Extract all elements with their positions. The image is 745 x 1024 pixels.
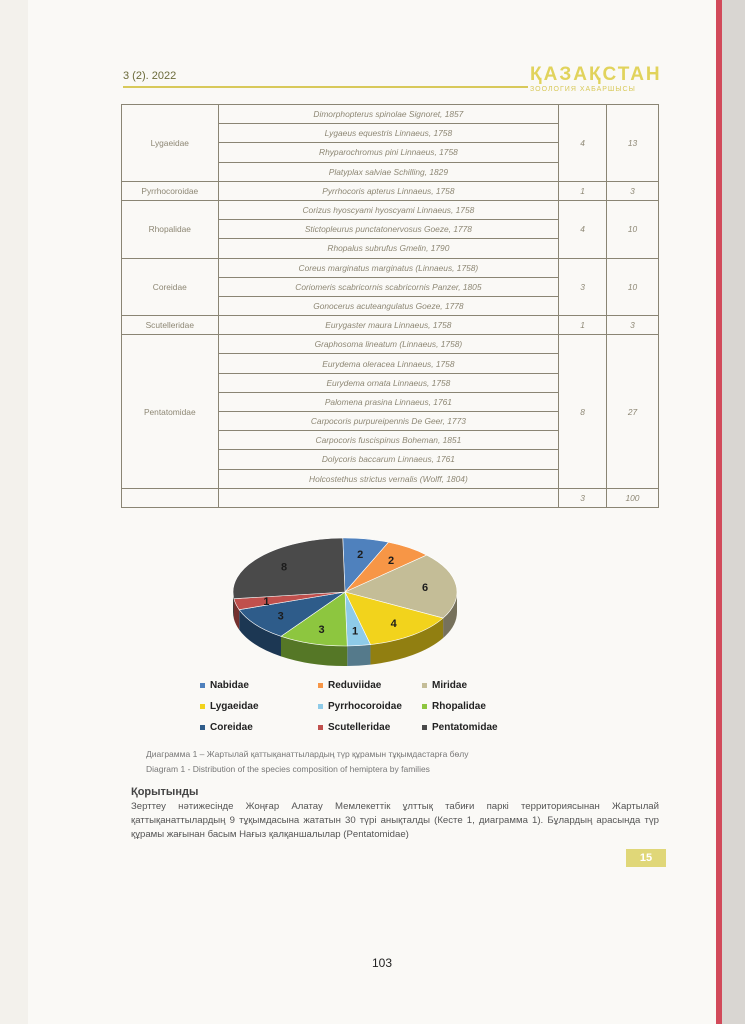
percent-cell: 10 [606, 200, 658, 258]
species-cell: Graphosoma lineatum (Linnaeus, 1758) [218, 335, 559, 354]
species-cell: Lygaeus equestris Linnaeus, 1758 [218, 124, 559, 143]
count-cell: 4 [559, 105, 607, 182]
conclusion-paragraph: Зерттеу нәтижесінде Жоңғар Алатау Мемлекеттік ұлттық табиғи паркі территориясынан Жартылай қаттықанаттылардың 9 тұқымдасына жататын 30 түрі анықталды (Кесте 1, диаграмма 1). Бұлардың арасында түр құрамы жағынан басым Нағыз қалқаншалылар (Pentatomidae) [131, 801, 659, 840]
pie-data-label-pyrrhocoroidae: 1 [351, 625, 359, 638]
species-cell: Platyplax salviae Schilling, 1829 [218, 162, 559, 181]
legend-item-coreidae [200, 722, 253, 733]
family-cell: Coreidae [122, 258, 219, 316]
journal-subtitle: ЗООЛОГИЯ ХАБАРШЫСЫ [530, 86, 636, 93]
percent-cell: 13 [606, 105, 658, 182]
species-cell: Pyrrhocoris apterus Linnaeus, 1758 [218, 181, 559, 200]
species-cell: Palomena prasina Linnaeus, 1761 [218, 392, 559, 411]
legend-item-miridae [422, 680, 467, 691]
percent-cell: 3 [606, 181, 658, 200]
pie-chart-svg [210, 530, 480, 675]
table-row [122, 200, 659, 219]
species-cell: Holcostethus strictus vernalis (Wolff, 1804) [218, 469, 559, 488]
species-cell: Rhopalus subrufus Gmelin, 1790 [218, 239, 559, 258]
journal-title: ҚАЗАҚСТАН [530, 64, 662, 85]
species-cell: Eurygaster maura Linnaeus, 1758 [218, 316, 559, 335]
issue-label: 3 (2). 2022 [123, 70, 177, 82]
count-cell: 1 [559, 181, 607, 200]
legend-label: Rhopalidae [432, 701, 486, 712]
family-cell: Scutelleridae [122, 316, 219, 335]
species-cell: Coriomeris scabricornis scabricornis Panzer, 1805 [218, 277, 559, 296]
count-cell: 1 [559, 316, 607, 335]
family-cell: Lygaeidae [122, 105, 219, 182]
legend-item-lygaeidae [200, 701, 259, 712]
diagram-caption-kz: Диаграмма 1 – Жартылай қаттықанаттылардың түр құрамын тұқымдастарға бөлу [146, 749, 469, 759]
species-cell: Coreus marginatus marginatus (Linnaeus, 1758) [218, 258, 559, 277]
page-number: 103 [372, 956, 393, 970]
legend-item-nabidae [200, 680, 249, 691]
header-rule [123, 86, 528, 88]
document-page [28, 0, 716, 1024]
section-title: Қорытынды [131, 786, 199, 798]
pie-data-label-reduviidae: 2 [388, 555, 395, 568]
legend-swatch [422, 683, 427, 688]
species-cell: Eurydema ornata Linnaeus, 1758 [218, 373, 559, 392]
pie-data-label-miridae: 6 [421, 582, 429, 595]
legend-label: Scutelleridae [328, 722, 391, 733]
diagram-caption-en: Diagram 1 - Distribution of the species composition of hemiptera by families [146, 764, 430, 774]
legend-swatch [200, 683, 205, 688]
legend-label: Miridae [432, 680, 468, 691]
legend-item-reduviidae [318, 680, 381, 691]
legend-label: Coreidae [210, 722, 253, 733]
legend-label: Reduviidae [328, 680, 382, 691]
family-cell: Pentatomidae [122, 335, 219, 489]
table-row [122, 335, 659, 354]
legend-swatch [200, 725, 205, 730]
species-cell: Carpocoris fuscispinus Boheman, 1851 [218, 431, 559, 450]
legend-label: Pyrrhocoroidae [328, 701, 402, 712]
percent-cell: 10 [606, 258, 658, 316]
pie-data-label-nabidae: 2 [357, 548, 364, 561]
legend-item-rhopalidae [422, 701, 486, 712]
family-cell: Rhopalidae [122, 200, 219, 258]
legend-label: Lygaeidae [210, 701, 259, 712]
species-cell: Stictopleurus punctatonervosus Goeze, 1778 [218, 220, 559, 239]
total-percent-cell: 100 [606, 488, 658, 507]
journal-page-badge: 15 [626, 849, 666, 867]
legend-item-scutelleridae [318, 722, 390, 733]
count-cell: 3 [559, 258, 607, 316]
pie-slice-pentatomidae [233, 538, 345, 599]
legend-swatch [318, 683, 323, 688]
table-row [122, 181, 659, 200]
pie-slice-side-pyrrhocoroidae [347, 645, 370, 666]
species-table [121, 104, 659, 508]
pie-chart [210, 530, 480, 675]
total-row [122, 488, 659, 507]
legend-item-pyrrhocoroidae [318, 701, 402, 712]
pie-data-label-lygaeidae: 4 [390, 617, 397, 630]
pie-data-label-coreidae: 3 [277, 610, 284, 623]
species-cell: Carpocoris purpureipennis De Geer, 1773 [218, 412, 559, 431]
family-cell: Pyrrhocoroidae [122, 181, 219, 200]
table-row [122, 316, 659, 335]
species-cell: Corizus hyoscyami hyoscyami Linnaeus, 1758 [218, 200, 559, 219]
legend-swatch [422, 725, 427, 730]
binding-spine [716, 0, 722, 1024]
species-cell: Dolycoris baccarum Linnaeus, 1761 [218, 450, 559, 469]
total-count-cell: 3 [559, 488, 607, 507]
pie-data-label-scutelleridae: 1 [263, 595, 270, 608]
species-cell: Rhyparochromus pini Linnaeus, 1758 [218, 143, 559, 162]
table-row [122, 258, 659, 277]
percent-cell: 3 [606, 316, 658, 335]
count-cell: 4 [559, 200, 607, 258]
pie-data-label-rhopalidae: 3 [318, 624, 325, 637]
legend-item-pentatomidae [422, 722, 498, 733]
legend-swatch [318, 725, 323, 730]
pie-data-label-pentatomidae: 8 [280, 561, 288, 574]
legend-swatch [200, 704, 205, 709]
legend-label: Nabidae [210, 680, 249, 691]
legend-swatch [318, 704, 323, 709]
percent-cell: 27 [606, 335, 658, 489]
table-row [122, 105, 659, 124]
legend-label: Pentatomidae [432, 722, 498, 733]
species-cell: Eurydema oleracea Linnaeus, 1758 [218, 354, 559, 373]
legend-swatch [422, 704, 427, 709]
species-cell: Dimorphopterus spinolae Signoret, 1857 [218, 105, 559, 124]
count-cell: 8 [559, 335, 607, 489]
species-cell: Gonocerus acuteangulatus Goeze, 1778 [218, 296, 559, 315]
